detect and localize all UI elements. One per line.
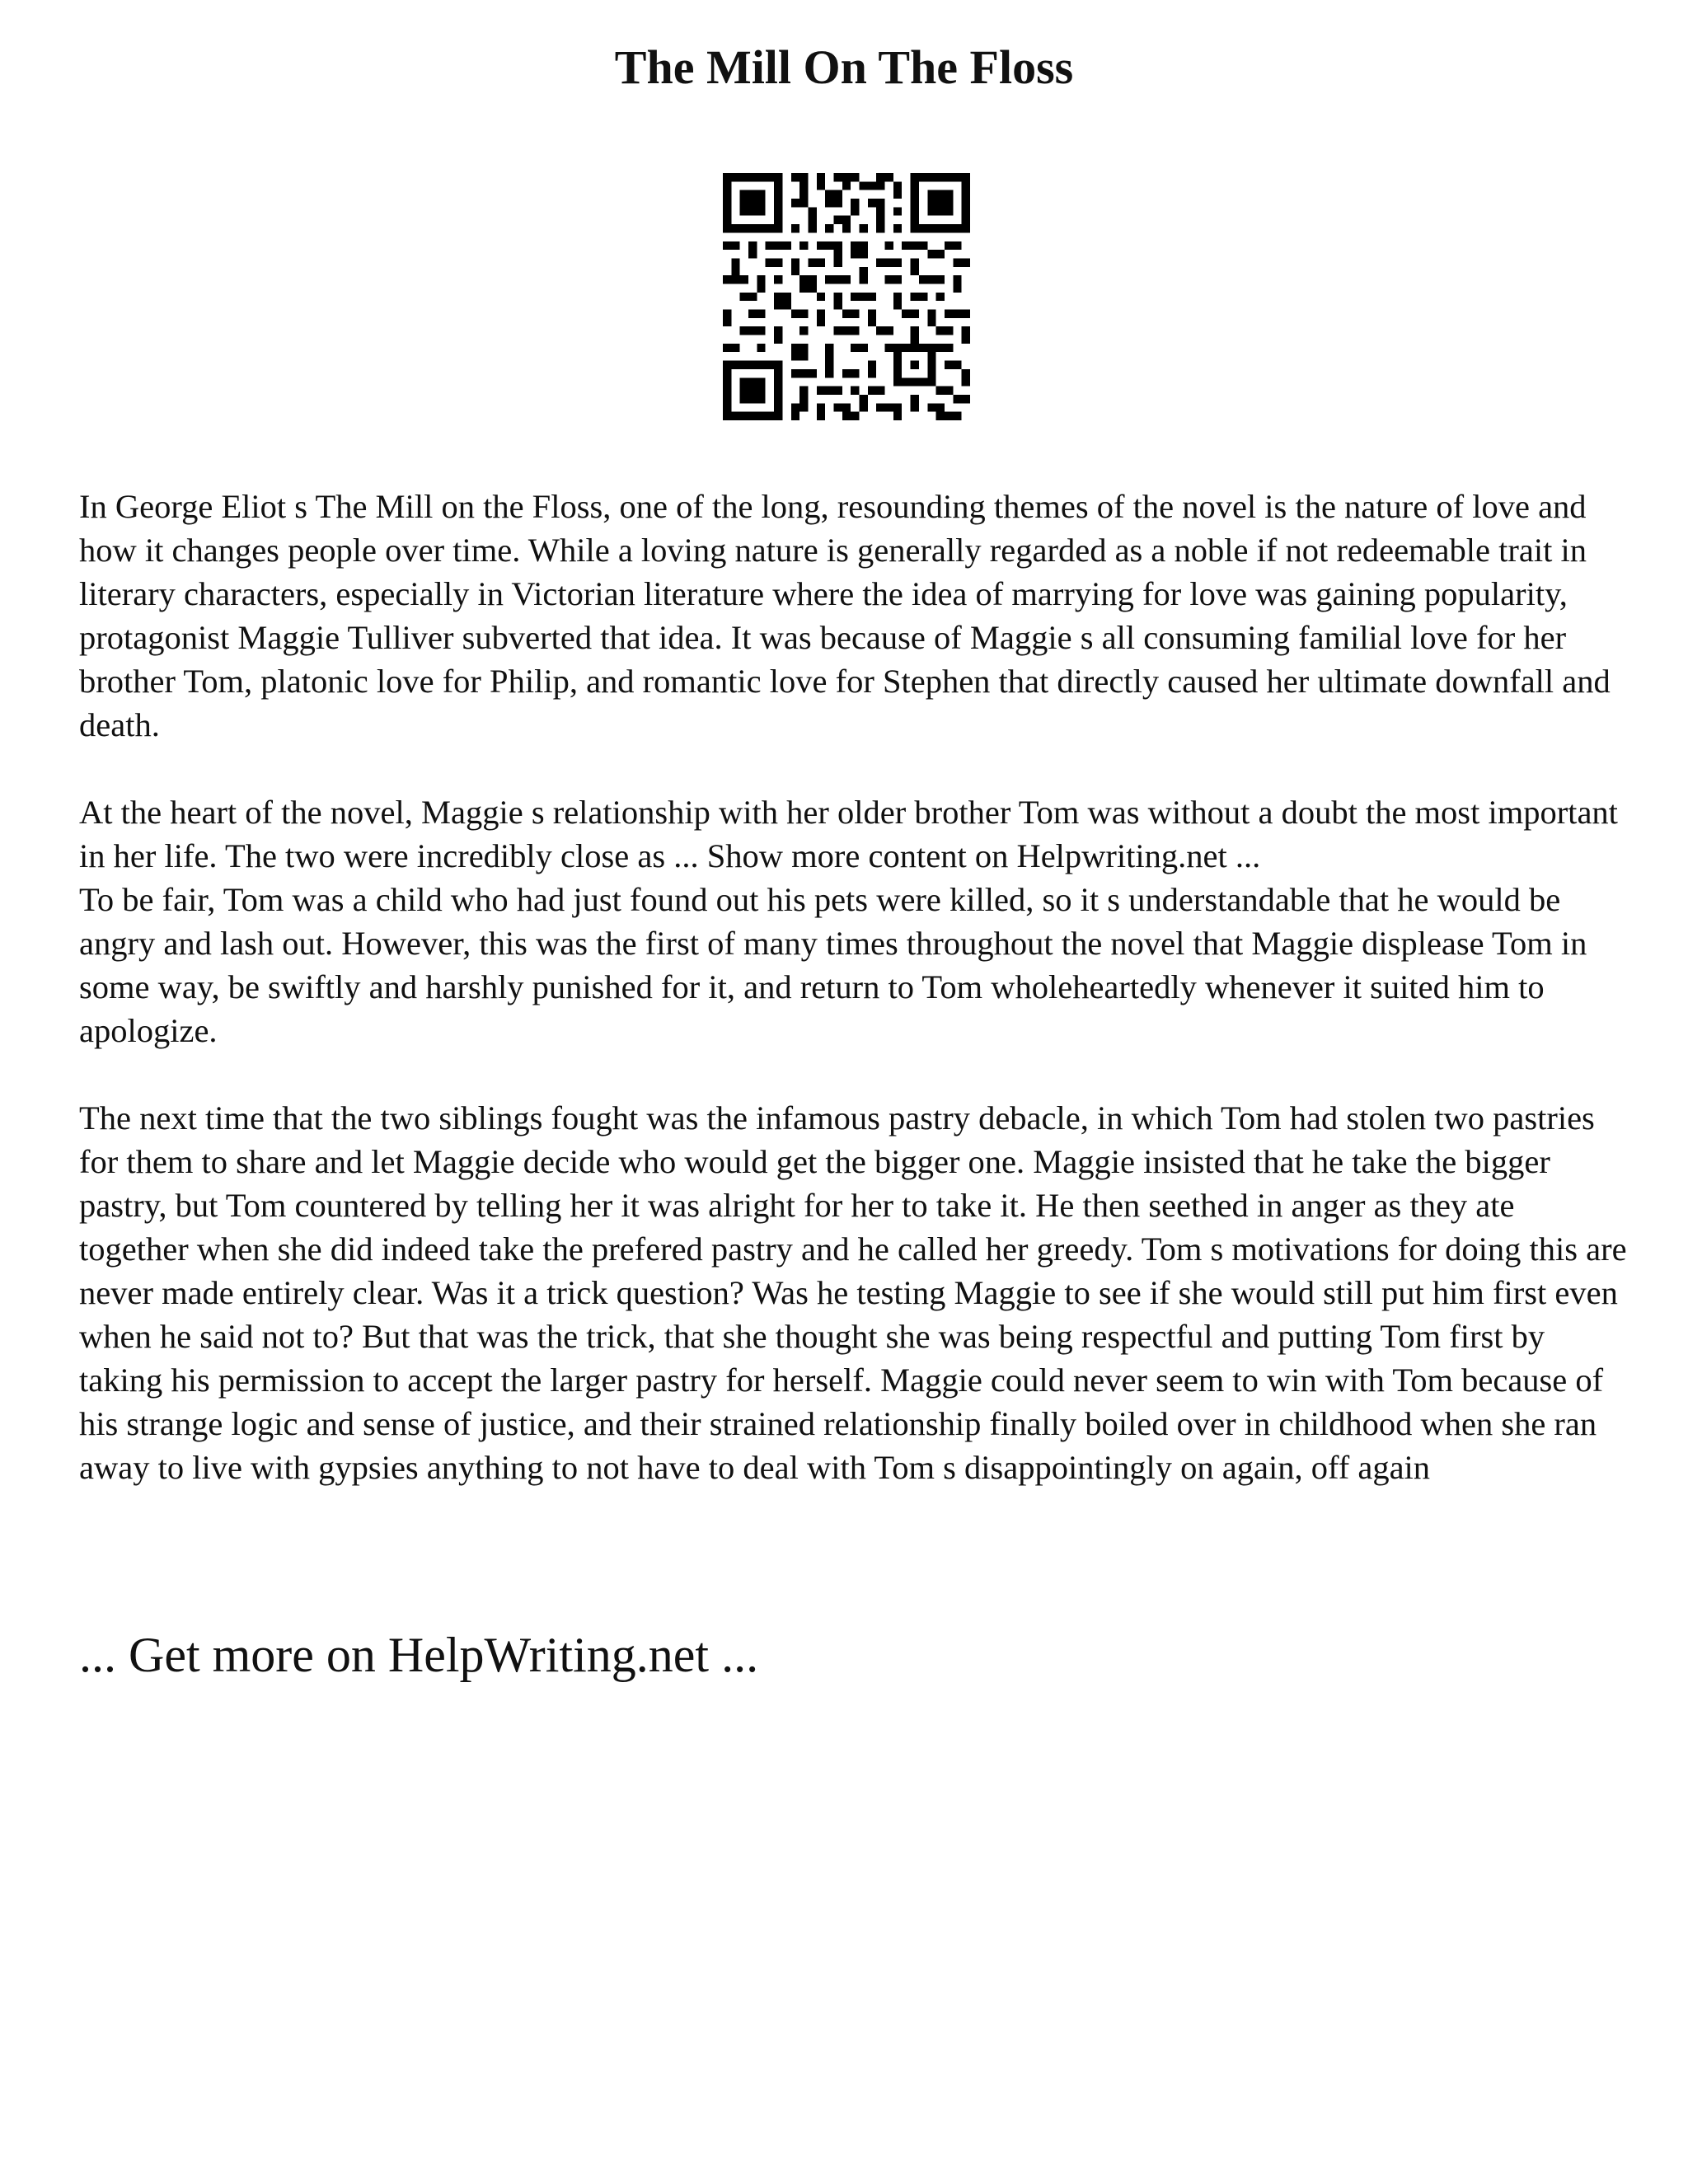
paragraph-4: The next time that the two siblings fought was the infamous pastry debacle, in which Tom had stolen two pastries for them to share and let Maggie decide who would get the bigger one. Maggie insisted that he take the bigger pastry, but Tom countered by telling her it was alright for her to take it. He then seethed in anger as they ate together when she did indeed take the prefered pastry and he called her greedy. Tom s motivations for doing this are never made entirely clear. Was it a trick question? Was he testing Maggie to see if she would still put him first even when he said not to? But that was the trick, that she thought she was being respectful and putting Tom first by taking his permission to accept the larger pastry for herself. Maggie could never seem to win with Tom because of his strange logic and sense of justice, and their strained relationship finally boiled over in childhood when she ran away to live with gypsies anything to not have to deal with Tom s disappointingly on again, off again xyxy=(79,1099,1627,1486)
paragraph-gap xyxy=(79,747,1629,790)
paragraph-2: At the heart of the novel, Maggie s relationship with her older brother Tom was without a doubt the most important in her life. The two were incredibly close as ... Show more content on Helpwriting.net ... xyxy=(79,794,1618,874)
qr-code-icon[interactable] xyxy=(723,173,970,420)
get-more-link[interactable]: ... Get more on HelpWriting.net ... xyxy=(79,1628,759,1682)
article-body xyxy=(79,485,1629,1489)
paragraph-gap xyxy=(79,1052,1629,1096)
paragraph-1: In George Eliot s The Mill on the Floss, one of the long, resounding themes of the novel is the nature of love and how it changes people over time. While a loving nature is generally regarded as a noble if not redeemable trait in literary characters, especially in Victorian literature where the idea of marrying for love was gaining popularity, protagonist Maggie Tulliver subverted that idea. It was because of Maggie s all consuming familial love for her brother Tom, platonic love for Philip, and romantic love for Stephen that directly caused her ultimate downfall and death. xyxy=(79,488,1611,743)
paragraph-3: To be fair, Tom was a child who had just found out his pets were killed, so it s understandable that he would be angry and lash out. However, this was the first of many times throughout the novel that Maggie displease Tom in some way, be swiftly and harshly punished for it, and return to Tom wholeheartedly whenever it suited him to apologize. xyxy=(79,881,1587,1049)
page-title: The Mill On The Floss xyxy=(614,40,1074,94)
